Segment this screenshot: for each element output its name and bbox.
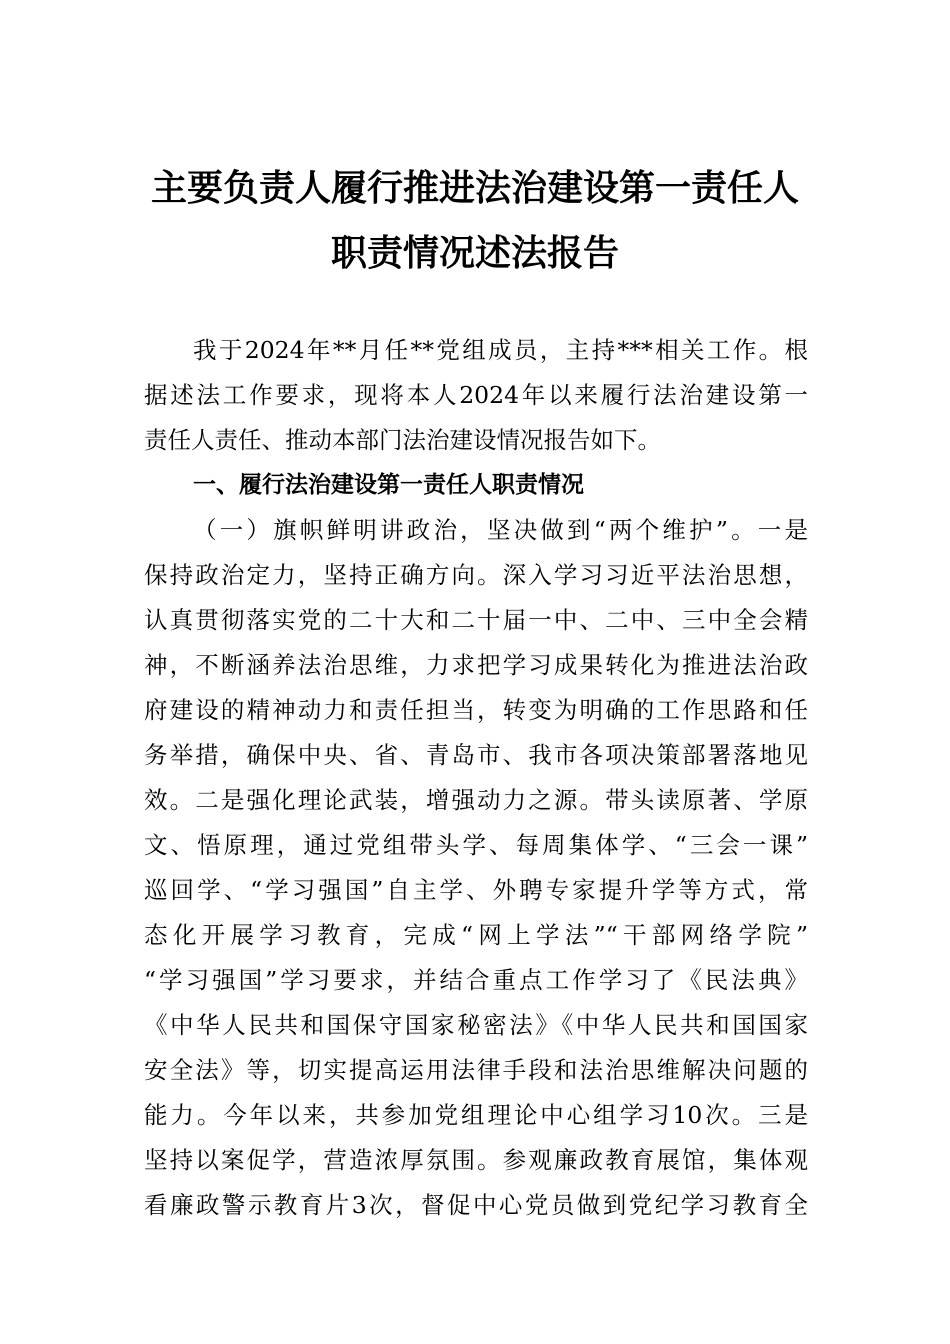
body-line: （一）旗帜鲜明讲政治，坚决做到“两个维护”。一是 xyxy=(193,516,808,544)
body-line: 安全法》等，切实提高运用法律手段和法治思维解决问题的 xyxy=(144,1056,808,1084)
body-line: “学习强国”学习要求，并结合重点工作学习了《民法典》 xyxy=(144,966,808,994)
body-line: 文、悟原理，通过党组带头学、每周集体学、“三会一课” xyxy=(144,831,808,859)
body-line: 态化开展学习教育，完成“网上学法”“干部网络学院” xyxy=(144,921,808,949)
document-title-line-1: 主要负责人履行推进法治建设第一责任人 xyxy=(150,167,799,209)
body-line: 巡回学、“学习强国”自主学、外聘专家提升学等方式，常 xyxy=(144,876,808,904)
document-title-line-2: 职责情况述法报告 xyxy=(330,232,619,274)
body-line: 保持政治定力，坚持正确方向。深入学习习近平法治思想， xyxy=(144,561,808,589)
body-line: 看廉政警示教育片3次，督促中心党员做到党纪学习教育全 xyxy=(144,1191,808,1219)
body-line: 认真贯彻落实党的二十大和二十届一中、二中、三中全会精 xyxy=(144,606,808,634)
body-line: 府建设的精神动力和责任担当，转变为明确的工作思路和任 xyxy=(144,696,808,724)
intro-line-1: 我于2024年**月任**党组成员，主持***相关工作。根 xyxy=(193,336,808,364)
body-line: 神，不断涵养法治思维，力求把学习成果转化为推进法治政 xyxy=(144,651,808,679)
intro-line-2: 据述法工作要求，现将本人2024年以来履行法治建设第一 xyxy=(144,381,808,409)
body-line: 能力。今年以来，共参加党组理论中心组学习10次。三是 xyxy=(144,1101,808,1129)
body-line: 坚持以案促学，营造浓厚氛围。参观廉政教育展馆，集体观 xyxy=(144,1146,808,1174)
intro-line-3: 责任人责任、推动本部门法治建设情况报告如下。 xyxy=(144,426,661,454)
section-heading: 一、履行法治建设第一责任人职责情况 xyxy=(193,472,584,498)
body-line: 效。二是强化理论武装，增强动力之源。带头读原著、学原 xyxy=(144,786,808,814)
body-line: 务举措，确保中央、省、青岛市、我市各项决策部署落地见 xyxy=(144,741,808,769)
body-line: 《中华人民共和国保守国家秘密法》《中华人民共和国国家 xyxy=(144,1011,808,1039)
